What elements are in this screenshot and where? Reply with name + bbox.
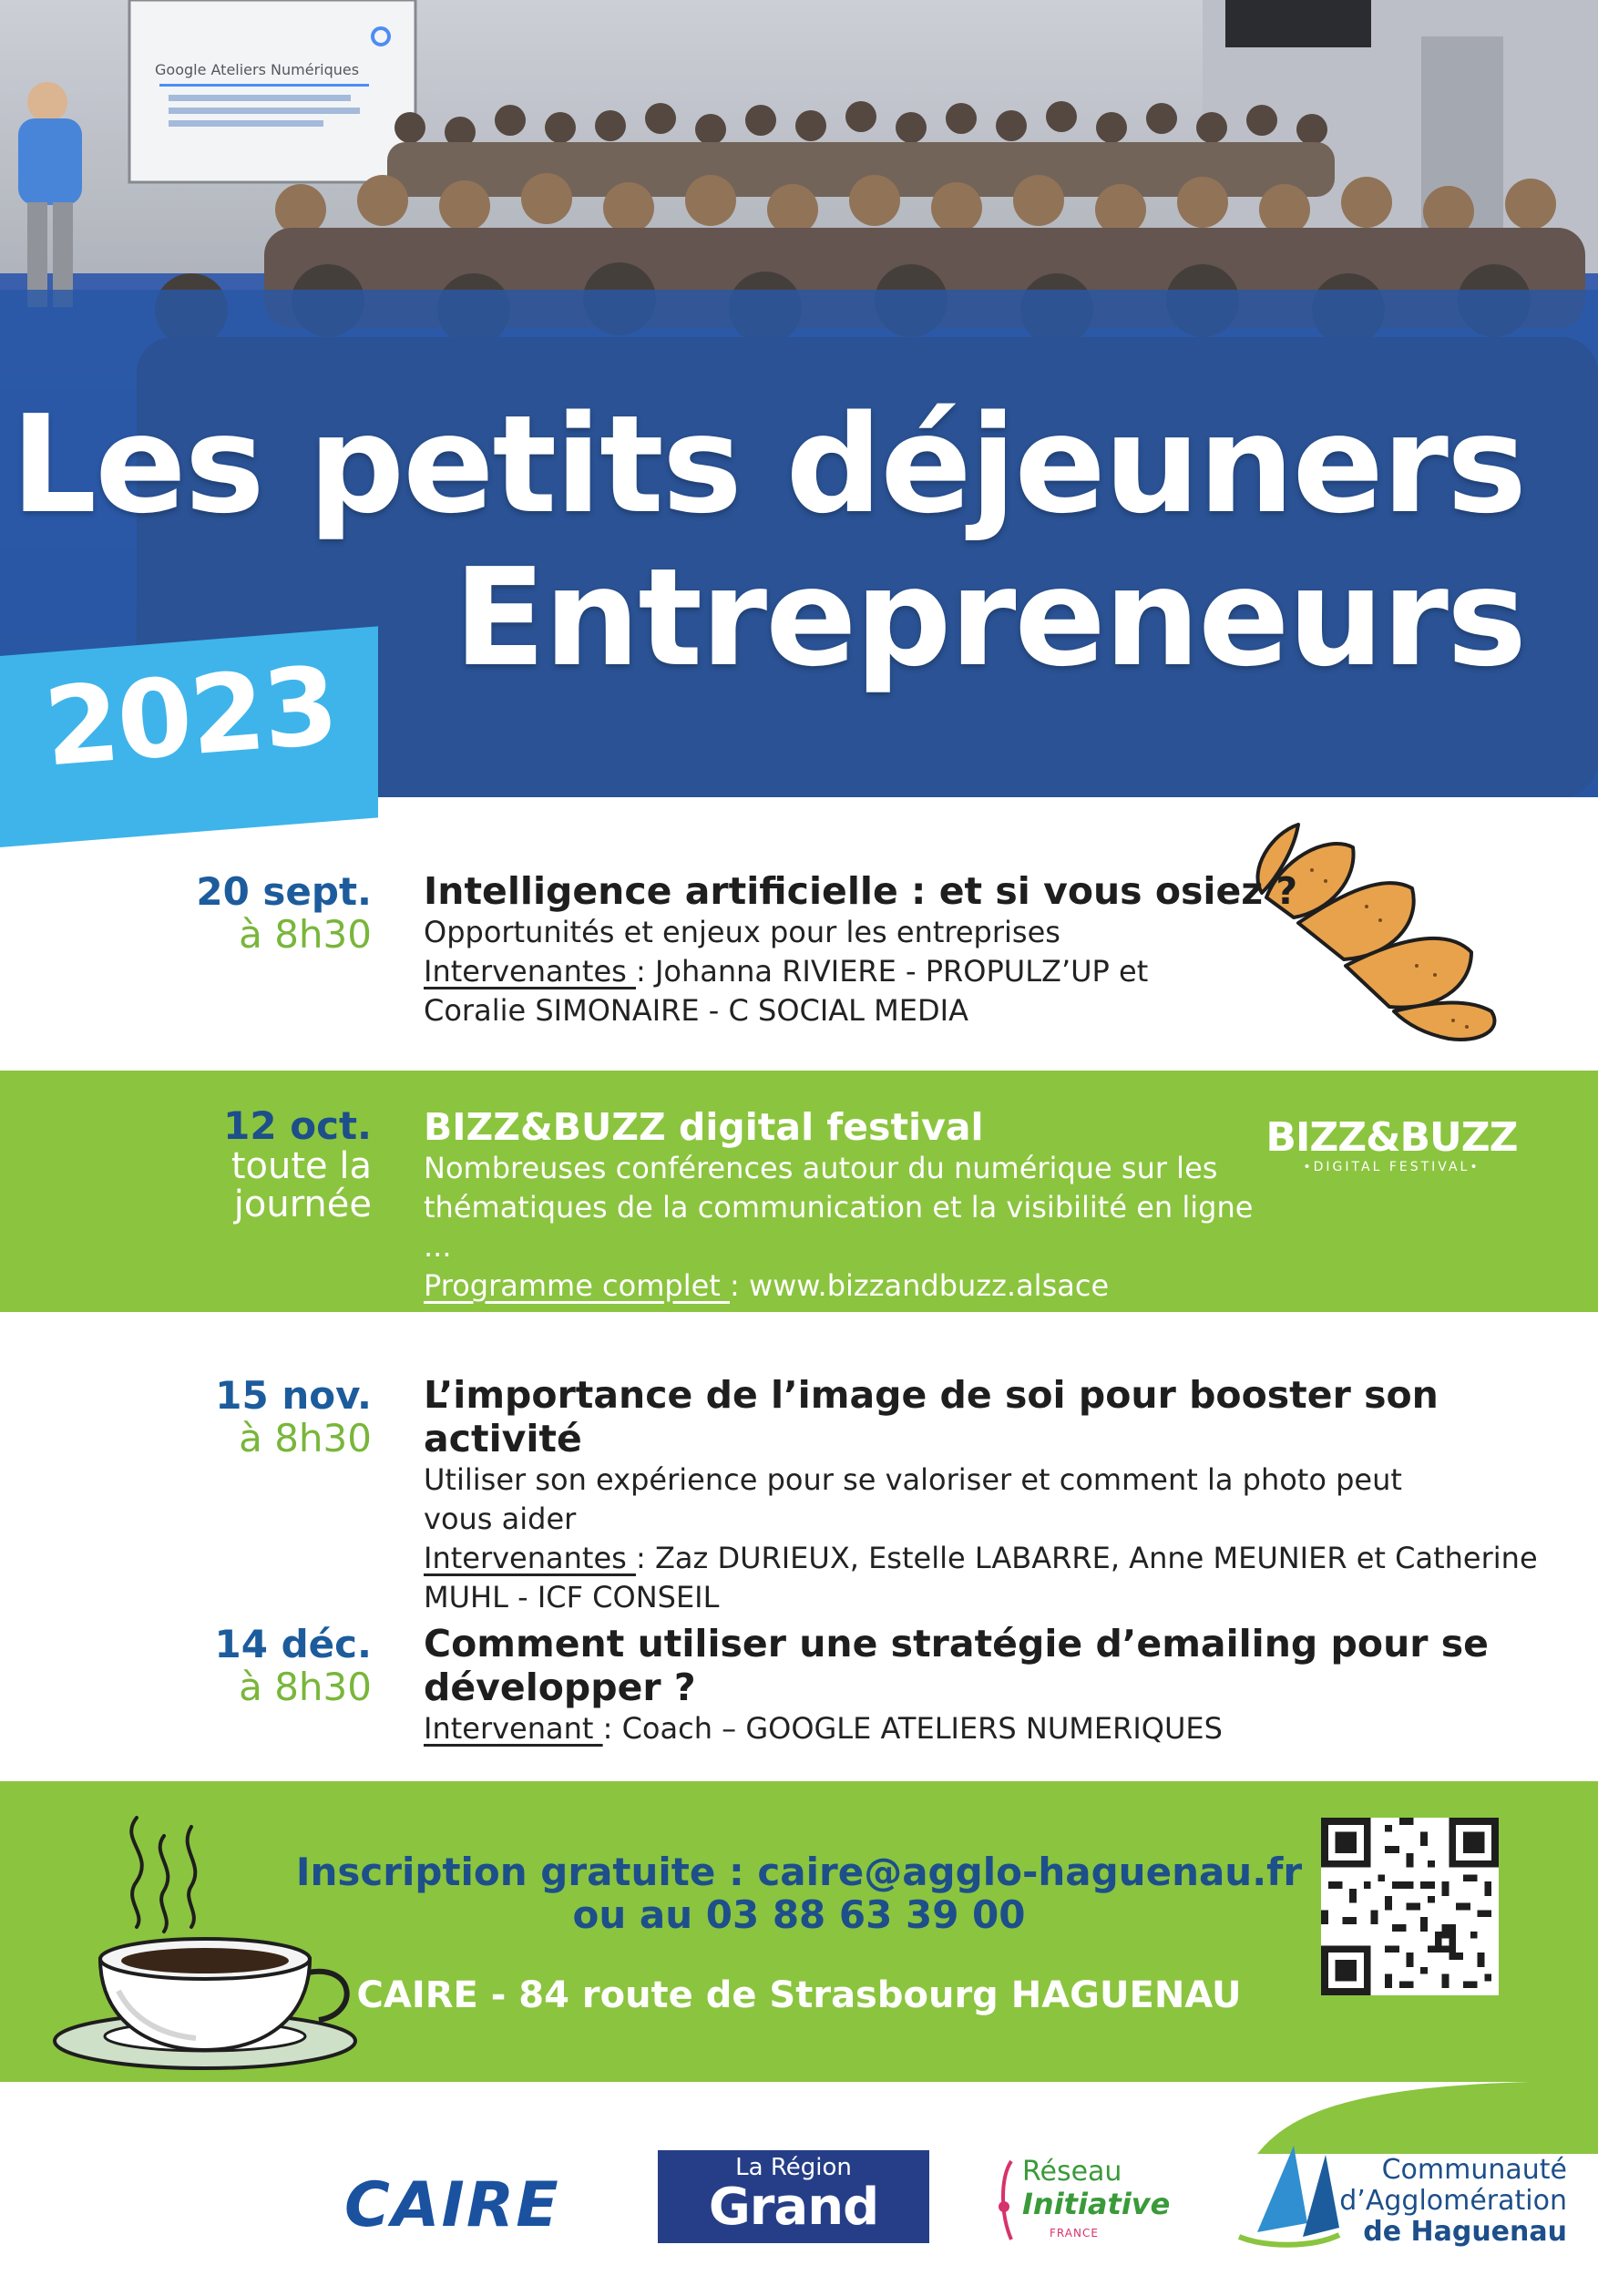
event-content xyxy=(424,1373,1553,1617)
event-date-block xyxy=(0,1105,372,1224)
event-date: 12 oct. xyxy=(223,1103,372,1148)
poster-title-line-2: Entrepreneurs xyxy=(453,539,1525,696)
poster-title-line-1: Les petits déjeuners xyxy=(10,386,1525,543)
event-title: BIZZ&BUZZ digital festival xyxy=(424,1105,984,1149)
speakers-separator: : xyxy=(635,1541,655,1575)
event-title: Intelligence artificielle : et si vous osiez ? xyxy=(424,869,1298,913)
speakers-label: Intervenantes xyxy=(424,954,636,989)
event-time-line-2: journée xyxy=(233,1184,372,1225)
reseau-logo-line-1: Réseau xyxy=(1022,2156,1122,2188)
program-label: Programme complet xyxy=(424,1268,730,1303)
region-logo-line-2: Grand Est xyxy=(708,2178,879,2296)
screen-brand-text: Google Ateliers Numériques xyxy=(155,61,360,78)
event-title-line-1: Comment utiliser une stratégie d’emailing pour se xyxy=(424,1622,1489,1666)
coffee-cup-illustration xyxy=(46,1799,374,2082)
event-time-line-1: toute la xyxy=(230,1145,372,1187)
event-speakers xyxy=(424,1709,1553,1748)
event-program-link[interactable] xyxy=(424,1266,1271,1306)
caire-logo: CAIRE xyxy=(344,2169,560,2241)
event-time: à 8h30 xyxy=(239,1416,372,1461)
event-date: 20 sept. xyxy=(196,869,372,914)
event-date: 15 nov. xyxy=(215,1373,372,1418)
event-speakers xyxy=(424,952,1553,991)
event-date-block xyxy=(0,1375,372,1461)
agglo-logo-line-2: d’Agglomération xyxy=(1339,2185,1567,2217)
event-content xyxy=(424,1622,1553,1748)
agglo-logo-line-3: de Haguenau xyxy=(1363,2216,1567,2248)
bizzandbuzz-logo-main: BIZZ&BUZZ xyxy=(1265,1114,1518,1161)
event-description-line-2: thématiques de la communication et la visibilité en ligne ... xyxy=(424,1190,1254,1264)
speakers-label: Intervenantes xyxy=(424,1541,636,1575)
region-grand-est-logo xyxy=(658,2150,929,2296)
event-description-line-2: vous aider xyxy=(424,1502,577,1536)
reseau-initiative-logo xyxy=(995,2150,1177,2250)
event-time: à 8h30 xyxy=(239,1665,372,1709)
agglo-haguenau-logo xyxy=(1239,2127,1598,2260)
region-logo-line-1: La Région xyxy=(735,2154,852,2181)
program-url[interactable]: : www.bizzandbuzz.alsace xyxy=(730,1268,1110,1303)
agglo-logo-line-1: Communauté xyxy=(1381,2154,1567,2186)
event-content xyxy=(424,869,1553,1030)
event-september xyxy=(0,866,1598,1075)
reseau-logo-line-2: Initiative xyxy=(1022,2187,1171,2221)
event-title-line-2: développer ? xyxy=(424,1666,696,1709)
bizzandbuzz-logo xyxy=(1262,1116,1521,1174)
speakers-line-2: Coralie SIMONAIRE - C SOCIAL MEDIA xyxy=(424,993,968,1028)
partner-logos xyxy=(0,2082,1598,2296)
speakers-separator: : xyxy=(635,954,655,989)
speakers-separator: : xyxy=(602,1711,622,1746)
event-time: à 8h30 xyxy=(239,912,372,957)
event-date: 14 déc. xyxy=(214,1622,372,1666)
event-title: L’importance de l’image de soi pour booster son activité xyxy=(424,1373,1439,1461)
event-date-block xyxy=(0,1624,372,1709)
event-october xyxy=(0,1071,1598,1312)
speakers-label: Intervenant xyxy=(424,1711,603,1746)
event-november xyxy=(0,1371,1598,1614)
signup-email-line[interactable]: Inscription gratuite : caire@agglo-haguenau.fr xyxy=(295,1850,1303,1894)
reseau-logo-line-3: FRANCE xyxy=(1050,2227,1099,2240)
event-description: Opportunités et enjeux pour les entreprises xyxy=(424,915,1060,949)
year-label: 2023 xyxy=(39,641,341,791)
event-speakers xyxy=(424,1539,1553,1578)
event-december xyxy=(0,1620,1598,1766)
agglo-sail-mark xyxy=(1239,2146,1339,2255)
reseau-initiative-mark xyxy=(995,2159,1022,2241)
event-description-line-1: Utiliser son expérience pour se valoriser et comment la photo peut xyxy=(424,1462,1402,1497)
bizzandbuzz-logo-sub: •DIGITAL FESTIVAL• xyxy=(1303,1160,1480,1174)
signup-address-line: CAIRE - 84 route de Strasbourg HAGUENAU xyxy=(356,1974,1242,2016)
qr-code[interactable] xyxy=(1321,1818,1499,1995)
speakers-line-1: Zaz DURIEUX, Estelle LABARRE, Anne MEUNIER et Catherine xyxy=(654,1541,1538,1575)
speakers-line-1: Johanna RIVIERE - PROPULZ’UP et xyxy=(654,954,1149,989)
signup-banner xyxy=(0,1781,1598,2082)
speakers-line-1: Coach – GOOGLE ATELIERS NUMERIQUES xyxy=(621,1711,1223,1746)
signup-phone-line[interactable]: ou au 03 88 63 39 00 xyxy=(572,1892,1026,1937)
event-content xyxy=(424,1105,1271,1306)
speakers-line-2: MUHL - ICF CONSEIL xyxy=(424,1580,720,1614)
event-description-line-1: Nombreuses conférences autour du numérique sur les xyxy=(424,1151,1218,1185)
event-date-block xyxy=(0,871,372,957)
